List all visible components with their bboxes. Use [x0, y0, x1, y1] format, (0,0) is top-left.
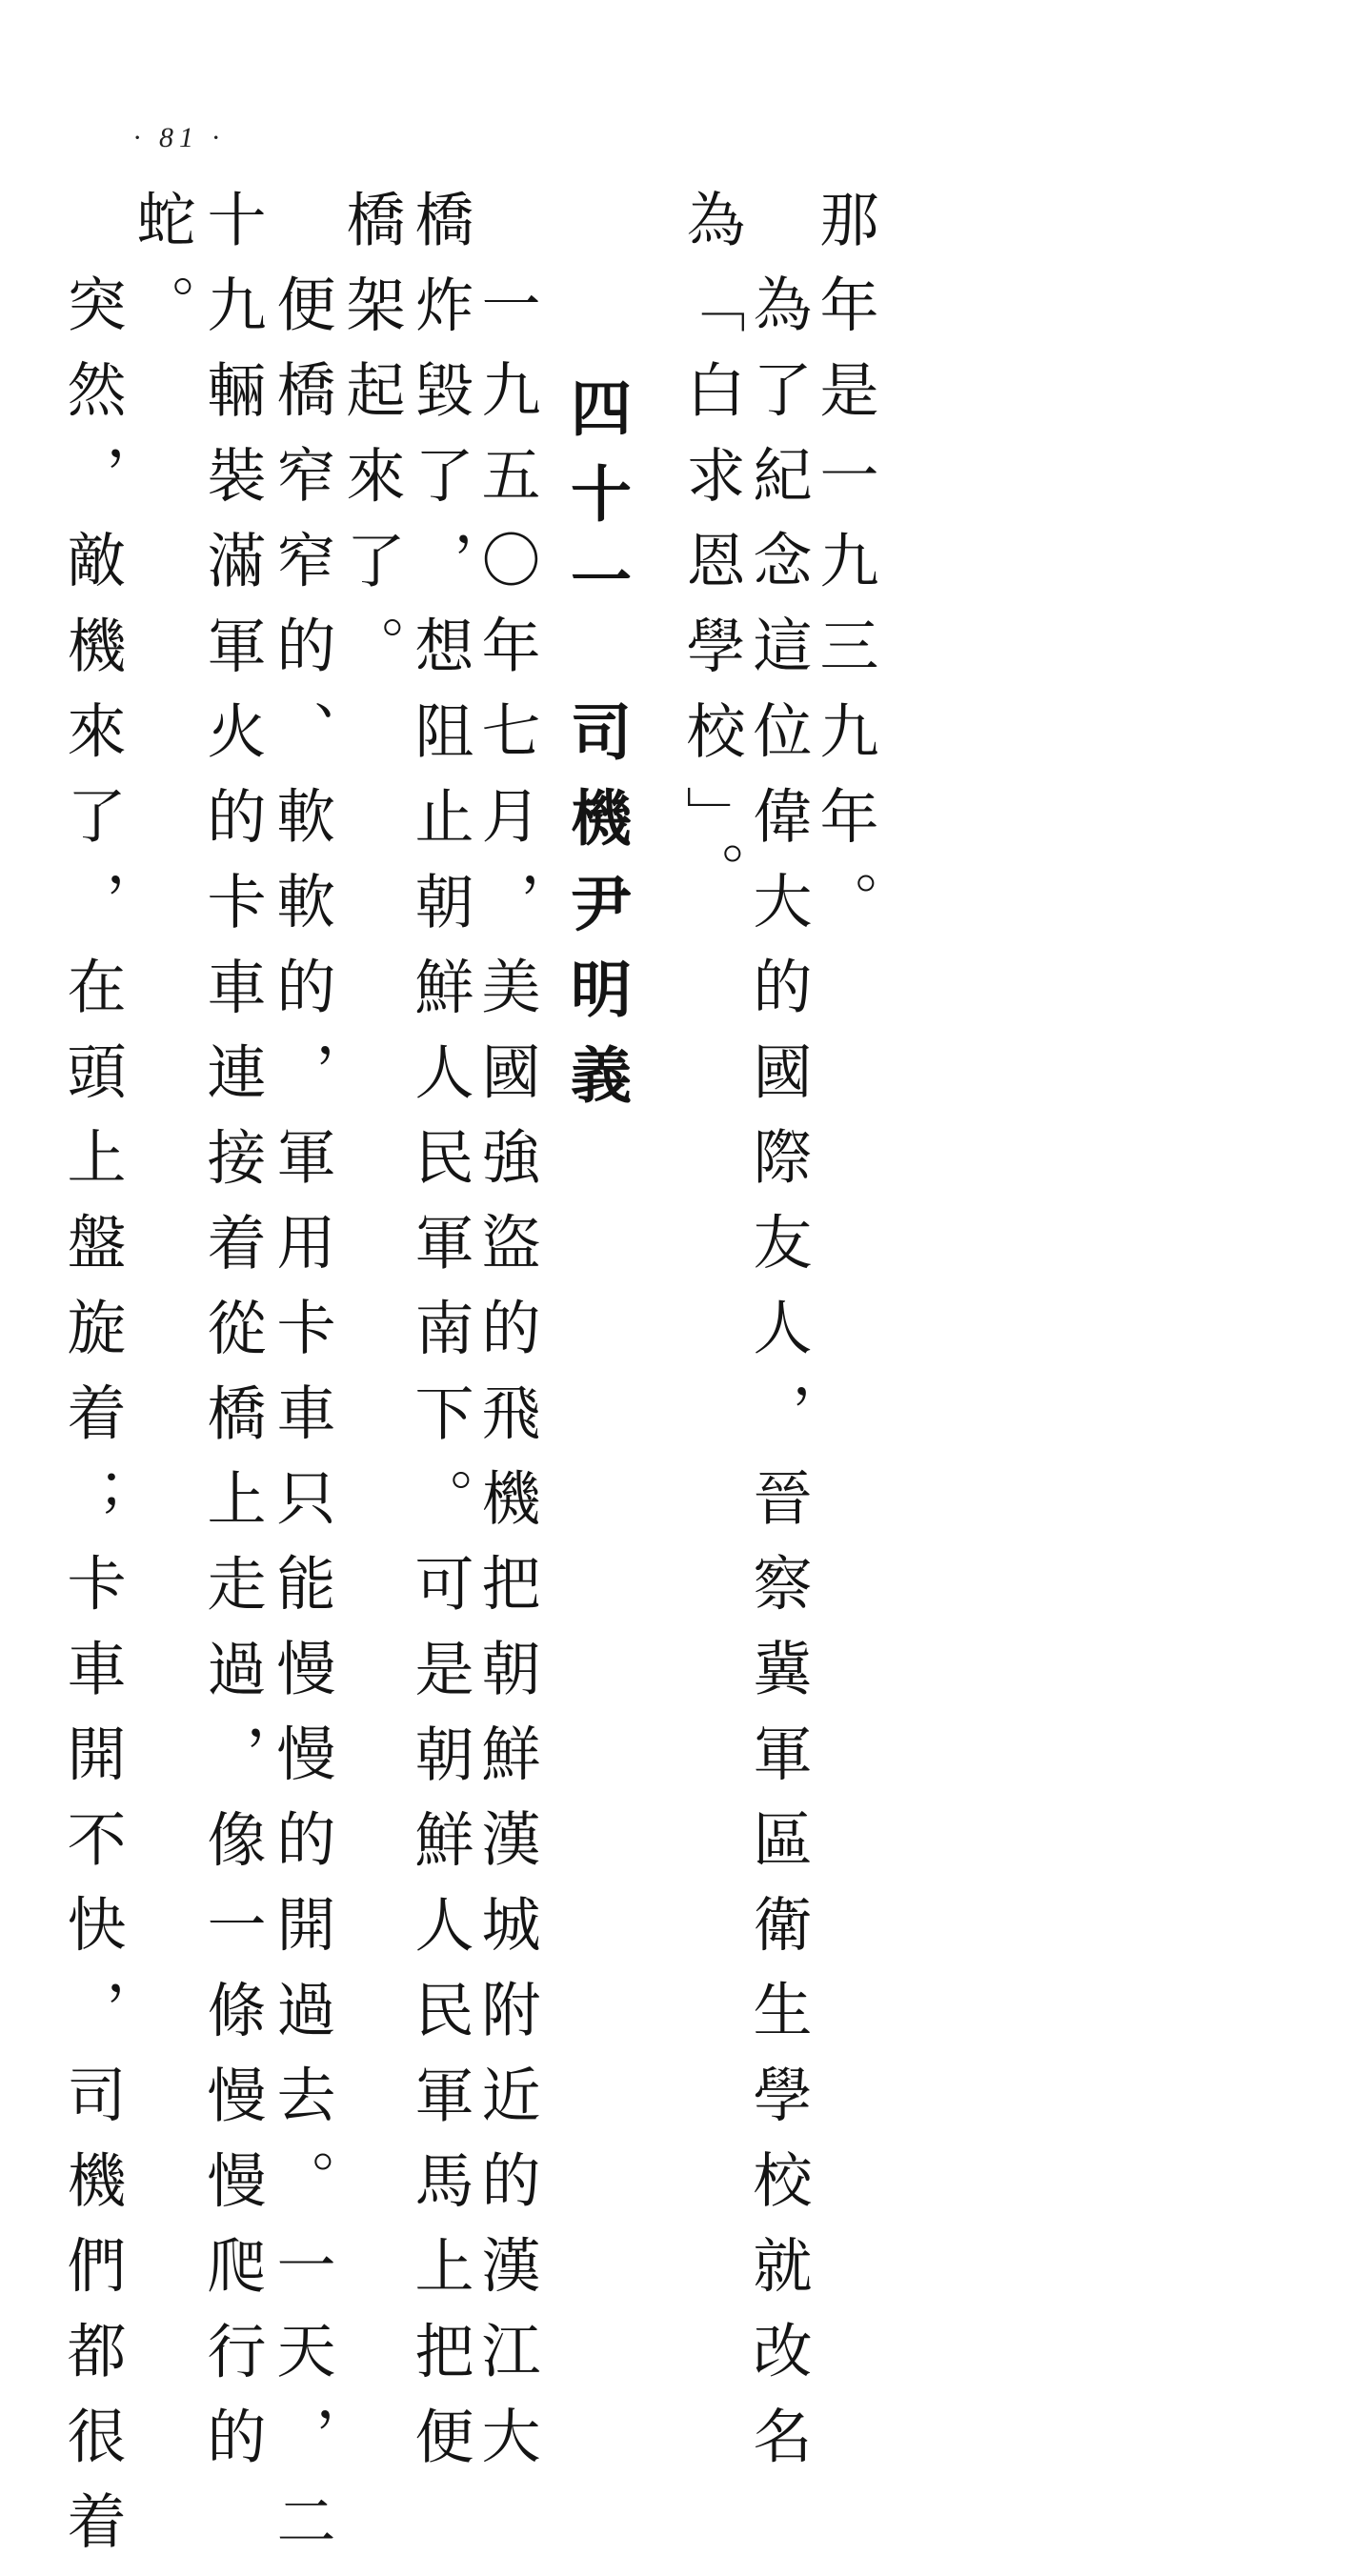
- text-column-8: 十九輛裝滿軍火的卡車連接着從橋上走過，像一條慢慢爬行的: [197, 189, 267, 2491]
- chapter-heading: [560, 376, 632, 2091]
- text-column-2: 為了紀念這位偉大的國際友人，晉察冀軍區衛生學校就改名: [743, 273, 813, 2490]
- text-column-10: 突然，敵機來了，在頭上盤旋着；卡車開不快，司機們都很着: [57, 273, 127, 2576]
- text-column-5: 橋炸毀了，想阻止朝鮮人民軍南下。可是朝鮮人民軍馬上把便: [405, 189, 474, 2491]
- text-column-4: 一九五〇年七月，美國強盜的飛機把朝鮮漢城附近的漢江大: [472, 273, 541, 2490]
- text-column-7: 便橋窄窄的、軟軟的，軍用卡車只能慢慢的開過去。一天，二: [267, 273, 336, 2576]
- text-column-9: 蛇。: [127, 189, 196, 359]
- chapter-title: 司機尹明義: [560, 700, 632, 1129]
- chapter-number: 四十一: [560, 376, 632, 634]
- text-column-1: 那年是一九三九年。: [810, 189, 879, 956]
- page-number: · 81 ·: [133, 122, 225, 153]
- text-column-6: 橋架起來了。: [336, 189, 406, 700]
- text-column-3: 為「白求恩學校」。: [676, 189, 746, 927]
